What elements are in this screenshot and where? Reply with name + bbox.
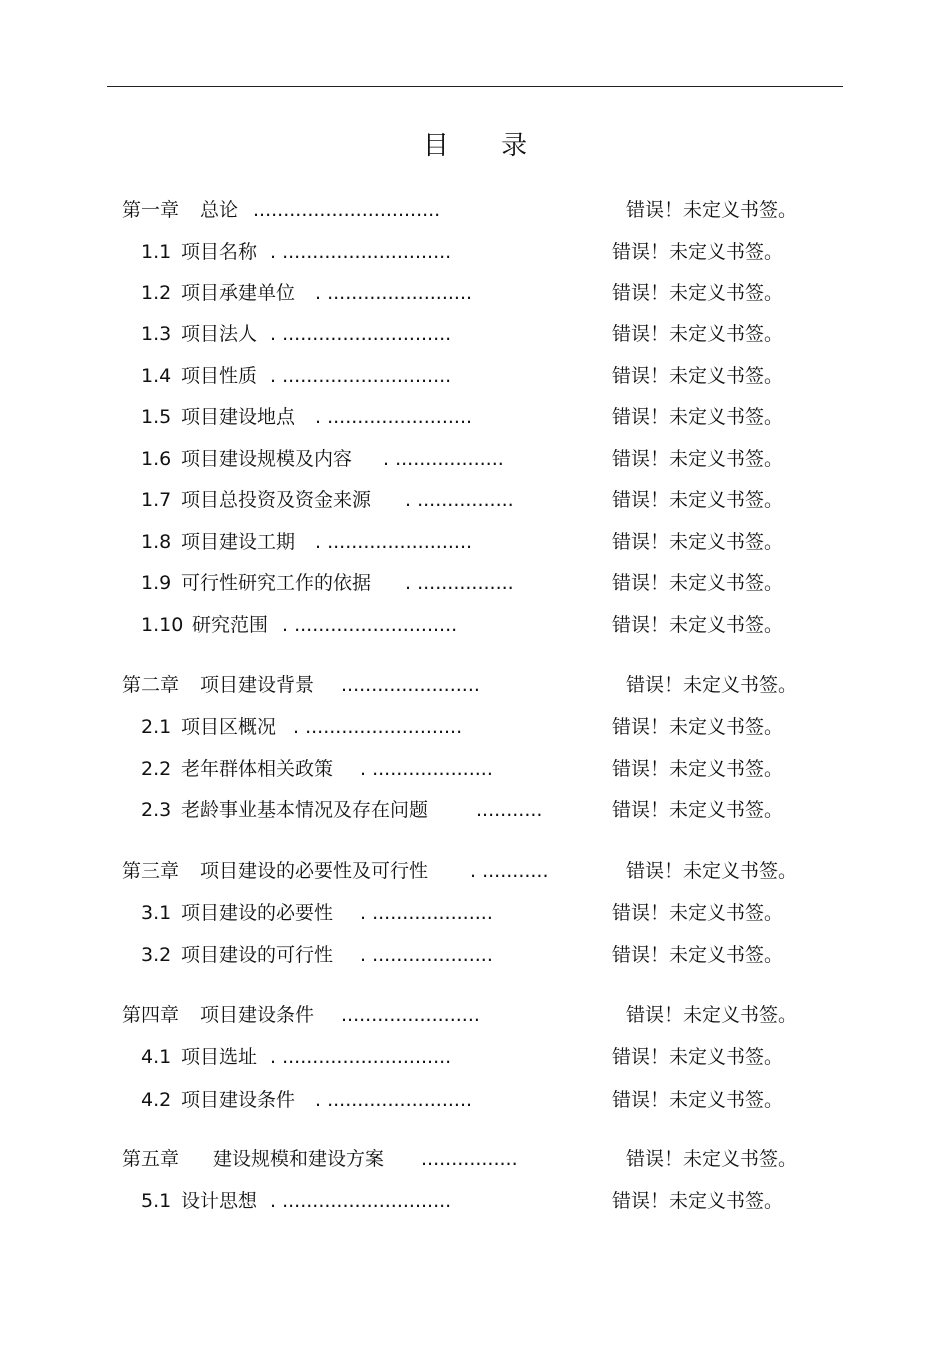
toc-entry-section-1-2[interactable] <box>0 278 950 308</box>
toc-entry-number: 3.1 <box>141 902 172 924</box>
toc-entry-page-ref: 错误！未定义书签。 <box>612 799 784 821</box>
toc-entry-page-ref: 错误！未定义书签。 <box>612 489 784 511</box>
toc-entry-label: 项目名称 <box>181 241 258 263</box>
toc-entry-page-ref: 错误！未定义书签。 <box>612 531 784 553</box>
toc-entry-leader: . ............................ <box>270 1046 452 1068</box>
toc-entry-number: 4.1 <box>141 1046 172 1068</box>
toc-entry-page-ref: 错误！未定义书签。 <box>612 406 784 428</box>
toc-entry-label: 项目建设条件 <box>200 1004 315 1026</box>
header-rule <box>107 86 843 87</box>
toc-entry-number: 第四章 <box>122 1004 180 1026</box>
toc-entry-leader: . ............................ <box>270 241 452 263</box>
toc-entry-label: 建设规模和建设方案 <box>213 1148 385 1170</box>
toc-entry-number: 1.6 <box>141 448 172 470</box>
toc-entry-number: 5.1 <box>141 1190 172 1212</box>
toc-entry-label: 研究范围 <box>192 614 269 636</box>
toc-entry-label: 项目建设的可行性 <box>181 944 334 966</box>
toc-entry-number: 第二章 <box>122 674 180 696</box>
toc-entry-number: 1.3 <box>141 323 172 345</box>
toc-entry-leader: . ................ <box>405 489 514 511</box>
toc-entry-label: 设计思想 <box>181 1190 258 1212</box>
toc-entry-section-1-3[interactable] <box>0 319 950 349</box>
toc-entry-page-ref: 错误！未定义书签。 <box>612 614 784 636</box>
toc-entry-chapter-5[interactable] <box>0 1144 950 1174</box>
toc-entry-label: 项目建设规模及内容 <box>181 448 353 470</box>
toc-entry-leader: . ........... <box>470 860 549 882</box>
toc-entry-leader: . .......................... <box>293 716 463 738</box>
toc-entry-section-2-3[interactable] <box>0 795 950 825</box>
toc-entry-section-1-6[interactable] <box>0 444 950 474</box>
toc-entry-label: 项目总投资及资金来源 <box>181 489 372 511</box>
toc-entry-number: 3.2 <box>141 944 172 966</box>
toc-entry-leader: . ........................ <box>315 282 473 304</box>
toc-entry-page-ref: 错误！未定义书签。 <box>612 282 784 304</box>
toc-entry-page-ref: 错误！未定义书签。 <box>612 1089 784 1111</box>
toc-entry-leader: ........... <box>476 799 543 821</box>
toc-entry-number: 1.9 <box>141 572 172 594</box>
toc-entry-number: 1.1 <box>141 241 172 263</box>
toc-entry-leader: ....................... <box>341 674 480 696</box>
toc-entry-leader: ....................... <box>341 1004 480 1026</box>
toc-entry-number: 2.1 <box>141 716 172 738</box>
toc-entry-page-ref: 错误！未定义书签。 <box>626 1004 798 1026</box>
toc-entry-label: 老年群体相关政策 <box>181 758 334 780</box>
toc-entry-page-ref: 错误！未定义书签。 <box>612 1190 784 1212</box>
toc-entry-label: 项目区概况 <box>181 716 277 738</box>
toc-entry-label: 项目建设的必要性及可行性 <box>200 860 429 882</box>
toc-entry-number: 第三章 <box>122 860 180 882</box>
toc-entry-leader: . ............................ <box>270 365 452 387</box>
toc-entry-page-ref: 错误！未定义书签。 <box>612 902 784 924</box>
toc-entry-leader: . ........................... <box>282 614 458 636</box>
toc-entry-label: 老龄事业基本情况及存在问题 <box>181 799 429 821</box>
toc-entry-number: 4.2 <box>141 1089 172 1111</box>
toc-entry-section-1-7[interactable] <box>0 485 950 515</box>
toc-entry-label: 项目法人 <box>181 323 258 345</box>
toc-entry-section-1-9[interactable] <box>0 568 950 598</box>
toc-entry-leader: . .................... <box>360 758 493 780</box>
toc-entry-chapter-4[interactable] <box>0 1000 950 1030</box>
toc-entry-section-4-1[interactable] <box>0 1042 950 1072</box>
toc-entry-section-3-1[interactable] <box>0 898 950 928</box>
toc-entry-page-ref: 错误！未定义书签。 <box>612 241 784 263</box>
toc-entry-page-ref: 错误！未定义书签。 <box>626 860 798 882</box>
toc-entry-page-ref: 错误！未定义书签。 <box>626 199 798 221</box>
toc-entry-label: 项目性质 <box>181 365 258 387</box>
toc-entry-section-2-2[interactable] <box>0 754 950 784</box>
toc-entry-label: 总论 <box>200 199 239 221</box>
toc-entry-leader: ................ <box>421 1148 518 1170</box>
toc-entry-label: 项目承建单位 <box>181 282 296 304</box>
toc-entry-section-1-1[interactable] <box>0 237 950 267</box>
toc-entry-page-ref: 错误！未定义书签。 <box>612 758 784 780</box>
toc-entry-section-5-1[interactable] <box>0 1186 950 1216</box>
toc-entry-label: 项目建设工期 <box>181 531 296 553</box>
toc-entry-page-ref: 错误！未定义书签。 <box>612 716 784 738</box>
toc-entry-page-ref: 错误！未定义书签。 <box>626 674 798 696</box>
toc-entry-section-2-1[interactable] <box>0 712 950 742</box>
toc-entry-label: 项目建设地点 <box>181 406 296 428</box>
toc-entry-leader: . ............................ <box>270 1190 452 1212</box>
toc-entry-leader: . ............................ <box>270 323 452 345</box>
toc-entry-page-ref: 错误！未定义书签。 <box>626 1148 798 1170</box>
toc-entry-label: 项目建设条件 <box>181 1089 296 1111</box>
toc-entry-leader: . .................... <box>360 902 493 924</box>
toc-entry-number: 2.2 <box>141 758 172 780</box>
toc-entry-section-1-8[interactable] <box>0 527 950 557</box>
toc-entry-leader: . ........................ <box>315 406 473 428</box>
toc-entry-label: 项目建设背景 <box>200 674 315 696</box>
toc-entry-number: 2.3 <box>141 799 172 821</box>
toc-title: 目 录 <box>422 131 550 161</box>
toc-entry-page-ref: 错误！未定义书签。 <box>612 944 784 966</box>
toc-entry-page-ref: 错误！未定义书签。 <box>612 448 784 470</box>
toc-entry-leader: . ................ <box>405 572 514 594</box>
toc-entry-section-1-4[interactable] <box>0 361 950 391</box>
toc-entry-page-ref: 错误！未定义书签。 <box>612 365 784 387</box>
toc-entry-section-1-10[interactable] <box>0 610 950 640</box>
toc-entry-label: 可行性研究工作的依据 <box>181 572 372 594</box>
toc-entry-leader: . ........................ <box>315 1089 473 1111</box>
toc-entry-leader: ............................... <box>253 199 441 221</box>
toc-entry-label: 项目选址 <box>181 1046 258 1068</box>
toc-entry-label: 项目建设的必要性 <box>181 902 334 924</box>
toc-entry-chapter-1[interactable] <box>0 195 950 225</box>
toc-entry-number: 1.7 <box>141 489 172 511</box>
toc-entry-number: 第五章 <box>122 1148 180 1170</box>
toc-entry-leader: . .................. <box>383 448 504 470</box>
toc-entry-section-1-5[interactable] <box>0 402 950 432</box>
toc-entry-chapter-2[interactable] <box>0 670 950 700</box>
toc-entry-number: 1.4 <box>141 365 172 387</box>
toc-entry-leader: . .................... <box>360 944 493 966</box>
toc-entry-leader: . ........................ <box>315 531 473 553</box>
toc-entry-page-ref: 错误！未定义书签。 <box>612 1046 784 1068</box>
toc-entry-number: 1.2 <box>141 282 172 304</box>
toc-entry-section-4-2[interactable] <box>0 1085 950 1115</box>
toc-entry-page-ref: 错误！未定义书签。 <box>612 572 784 594</box>
toc-entry-number: 1.5 <box>141 406 172 428</box>
toc-entry-number: 1.8 <box>141 531 172 553</box>
toc-entry-section-3-2[interactable] <box>0 940 950 970</box>
toc-entry-number: 第一章 <box>122 199 180 221</box>
toc-entry-number: 1.10 <box>141 614 184 636</box>
toc-entry-page-ref: 错误！未定义书签。 <box>612 323 784 345</box>
toc-entry-chapter-3[interactable] <box>0 856 950 886</box>
